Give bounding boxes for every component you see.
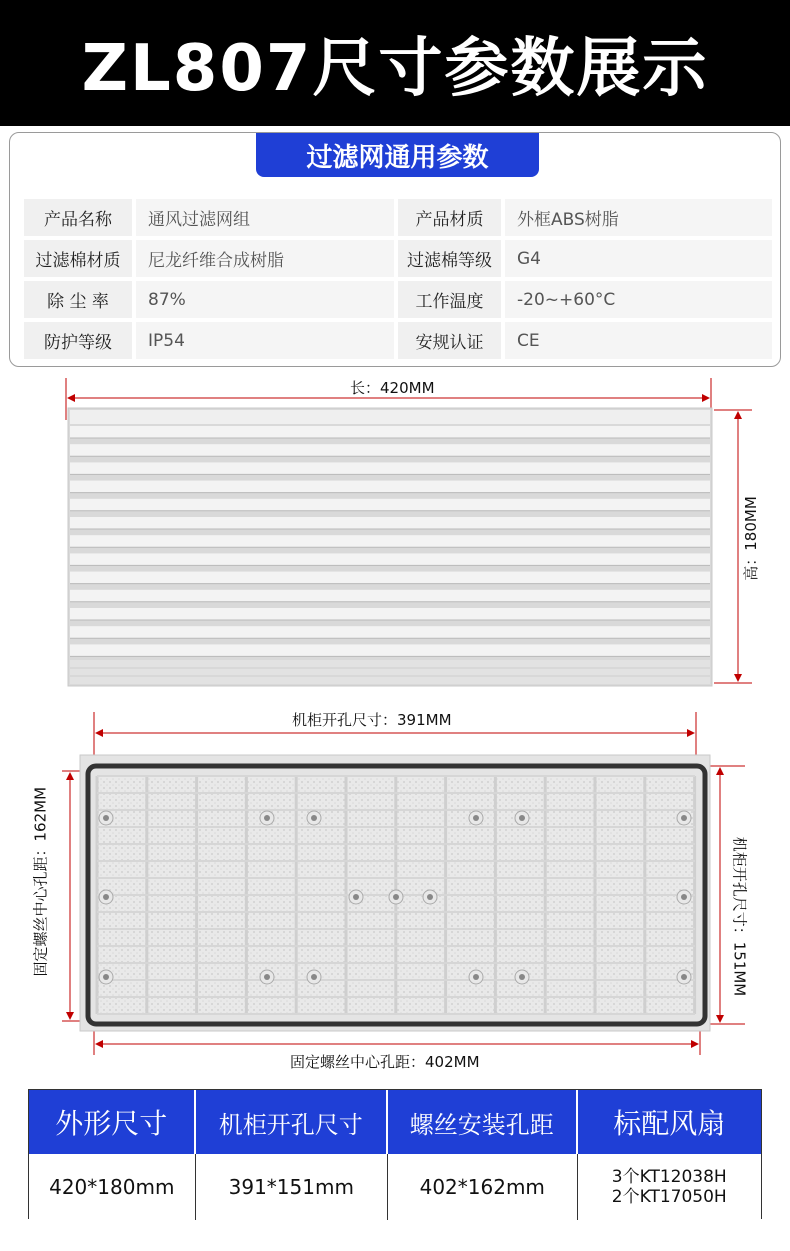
- summary-header: 机柜开孔尺寸: [196, 1090, 388, 1154]
- fan-model: 3个KT12038H: [611, 1167, 727, 1187]
- cutout-size-value: 391*151mm: [228, 1175, 354, 1199]
- summary-value: [196, 1154, 388, 1220]
- height-label: 高：180MM: [741, 496, 760, 581]
- summary-header: 外形尺寸: [29, 1090, 196, 1154]
- louver-slat: [70, 572, 710, 584]
- screw-height-label: 固定螺丝中心孔距：162MM: [31, 786, 50, 977]
- spec-label: 工作温度: [398, 281, 501, 318]
- louver-slat: [70, 535, 710, 547]
- summary-value: [388, 1154, 577, 1220]
- louver-slat: [70, 444, 710, 456]
- spec-label: 产品材质: [398, 199, 501, 236]
- spec-value: G4: [505, 240, 772, 277]
- spec-label: 防护等级: [24, 322, 132, 359]
- spec-value: -20~+60°C: [505, 281, 772, 318]
- summary-header: 螺丝安装孔距: [388, 1090, 577, 1154]
- screw-width-label: 固定螺丝中心孔距：402MM: [290, 1053, 480, 1071]
- spec-value: 87%: [136, 281, 394, 318]
- louver-slat: [70, 481, 710, 493]
- fan-model: 2个KT17050H: [611, 1187, 727, 1207]
- louver-slat: [70, 553, 710, 565]
- spec-label: 除 尘 率: [24, 281, 132, 318]
- spec-label: 安规认证: [398, 322, 501, 359]
- summary-table: [28, 1089, 762, 1219]
- summary-value: [29, 1154, 196, 1220]
- length-label: 长：420MM: [350, 379, 435, 397]
- spec-value: 外框ABS树脂: [505, 199, 772, 236]
- louver-slat: [70, 499, 710, 511]
- summary-value-row: [29, 1154, 761, 1220]
- louver-slat: [70, 426, 710, 438]
- spec-label: 产品名称: [24, 199, 132, 236]
- spec-value: CE: [505, 322, 772, 359]
- page-title: ZL807尺寸参数展示: [0, 0, 790, 126]
- grille-front-view: [68, 408, 712, 686]
- louver-slat: [70, 644, 710, 656]
- spec-tab: 过滤网通用参数: [256, 133, 539, 177]
- screw-spacing-value: 402*162mm: [419, 1175, 545, 1199]
- spec-value: 通风过滤网组: [136, 199, 394, 236]
- spec-label: 过滤棉材质: [24, 240, 132, 277]
- summary-value: [578, 1154, 762, 1220]
- spec-value: IP54: [136, 322, 394, 359]
- spec-label: 过滤棉等级: [398, 240, 501, 277]
- louver-slat: [70, 462, 710, 474]
- louver-slat: [70, 590, 710, 602]
- summary-header-row: [29, 1090, 761, 1154]
- grille-back-view: [80, 755, 710, 1031]
- louver-slat: [70, 517, 710, 529]
- louver-slat: [70, 608, 710, 620]
- cutout-height-label: 机柜开孔尺寸：151MM: [730, 836, 749, 997]
- cutout-width-label: 机柜开孔尺寸：391MM: [292, 711, 452, 729]
- summary-header: 标配风扇: [613, 1107, 726, 1140]
- outer-size-value: 420*180mm: [49, 1175, 175, 1199]
- louver-slat: [70, 626, 710, 638]
- spec-value: 尼龙纤维合成树脂: [136, 240, 394, 277]
